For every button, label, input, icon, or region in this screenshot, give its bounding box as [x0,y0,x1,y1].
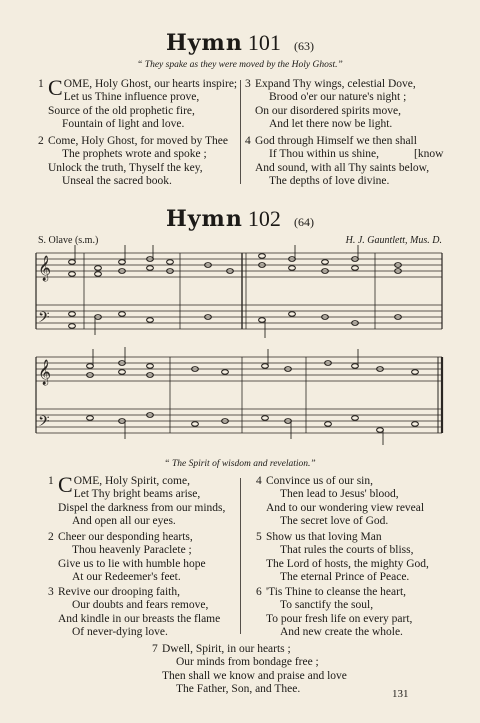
verse-line: Convince us of our sin, [266,475,374,487]
verse-line: That rules the courts of bliss, [280,544,414,557]
composer: H. J. Gauntlett, Mus. D. [345,235,442,246]
hymn-102-verse-4 [256,475,425,528]
verse-line: 'Tis Thine to cleanse the heart, [266,586,407,598]
hymn-102-verse-5 [256,531,429,584]
verse-line: And new create the whole. [280,625,403,638]
drop-cap: C [58,472,73,497]
hymn-102-number: 102 [247,206,281,231]
verse-line: Revive our drooping faith, [58,586,181,598]
verse-number: 7 [152,643,158,655]
verse-line: On our disordered spirits move, [255,104,401,117]
column-divider [240,478,241,634]
verse-line: Thou heavenly Paraclete ; [72,544,192,557]
verse-line: The Father, Son, and Thee. [176,682,301,695]
verse-line: God through Himself we then shall [255,135,417,147]
verse-line: Source of the old prophetic fire, [48,104,195,117]
verse-line: To pour fresh life on every part, [266,612,413,625]
column-divider [240,80,241,184]
verse-number: 1 [38,78,44,90]
verse-line: If Thou within us shine, [269,148,379,161]
verse-line: Unseal the sacred book. [62,174,172,187]
hymn-101-verse-4-carry: [know [414,148,444,160]
verse-number: 4 [245,135,251,147]
hymn-102-verse-7 [152,643,347,696]
music-score [30,245,450,455]
bass-clef-icon: 𝄢 [38,413,50,434]
hymn-102-verse-2 [48,531,206,584]
verse-line: The Lord of hosts, the mighty God, [266,557,429,570]
bass-clef-icon: 𝄢 [38,309,50,330]
verse-line: Dwell, Spirit, in our hearts ; [162,643,291,655]
verse-line: Come, Holy Ghost, for moved by Thee [48,135,228,147]
verse-line: And to our wondering view reveal [266,501,425,514]
verse-line: Our doubts and fears remove, [72,599,209,612]
verse-number: 3 [48,586,54,598]
verse-line: Of never-dying love. [72,625,168,638]
hymn-101-verse-2 [38,135,228,188]
noteheads [69,254,419,433]
verse-line: Show us that loving Man [266,531,382,543]
treble-clef-icon: 𝄞 [38,256,52,281]
verse-line: Unlock the truth, Thyself the key, [48,161,203,174]
page-number: 131 [392,688,409,700]
verse-line: Expand Thy wings, celestial Dove, [255,78,416,90]
verse-line: The secret love of God. [280,514,389,527]
verse-line: Cheer our desponding hearts, [58,531,193,543]
verse-line: Fountain of light and love. [62,117,185,130]
hymn-101-alt-number: (63) [294,39,315,53]
verse-line: Then shall we know and praise and love [162,669,347,682]
hymn-101-title-word: Hymn [165,30,243,56]
system-2-staves [36,357,442,433]
verse-line: And sound, with all Thy saints below, [255,161,430,174]
verse-line: At our Redeemer's feet. [72,570,181,583]
verse-line: Give us to lie with humble hope [58,557,206,570]
verse-line: Let us Thine influence prove, [63,91,200,104]
verse-number: 2 [38,135,44,147]
verse-line: OME, Holy Spirit, come, [73,475,190,487]
hymn-101-number: 101 [247,30,281,55]
drop-cap: C [48,75,63,100]
verse-line: Brood o'er our nature's night ; [269,91,407,104]
treble-clef-icon: 𝄞 [38,360,52,385]
hymn-101-epigraph: “ They spake as they were moved by the Holy Ghost.” [137,60,343,70]
hymn-102-heading [0,206,480,232]
hymn-101-verse-4 [245,135,430,188]
verse-line: Let Thy bright beams arise, [73,488,201,501]
verse-number: 6 [256,586,262,598]
verse-line: The eternal Prince of Peace. [280,570,410,583]
hymn-101-verse-3 [245,78,416,131]
verse-line: The depths of love divine. [269,174,390,187]
system-1-staves [36,253,442,329]
hymn-101-verse-1 [38,75,238,131]
verse-line: Dispel the darkness from our minds, [58,501,226,514]
hymn-102-title-word: Hymn [165,206,243,232]
verse-line: Then lead to Jesus' blood, [280,488,399,501]
verse-line: And kindle in our breasts the flame [58,612,221,625]
verse-number: 1 [48,475,54,487]
hymn-102-epigraph: “ The Spirit of wisdom and revelation.” [164,459,316,469]
verse-line: OME, Holy Ghost, our hearts inspire; [63,78,238,90]
hymn-102-verse-1 [48,472,226,528]
verse-line: And let there now be light. [269,117,393,130]
verse-number: 2 [48,531,54,543]
tune-name: S. Olave (s.m.) [38,235,99,246]
verse-line: To sanctify the soul, [280,599,374,612]
verse-line: Our minds from bondage free ; [176,656,319,669]
hymn-102-verse-6 [256,586,413,639]
verse-line: And open all our eyes. [72,514,176,527]
verse-number: 5 [256,531,262,543]
verse-number: 4 [256,475,262,487]
hymn-102-alt-number: (64) [294,215,315,229]
verse-line: The prophets wrote and spoke ; [62,148,207,161]
hymn-101-heading [0,30,480,56]
verse-number: 3 [245,78,251,90]
hymn-102-verse-3 [48,586,221,639]
